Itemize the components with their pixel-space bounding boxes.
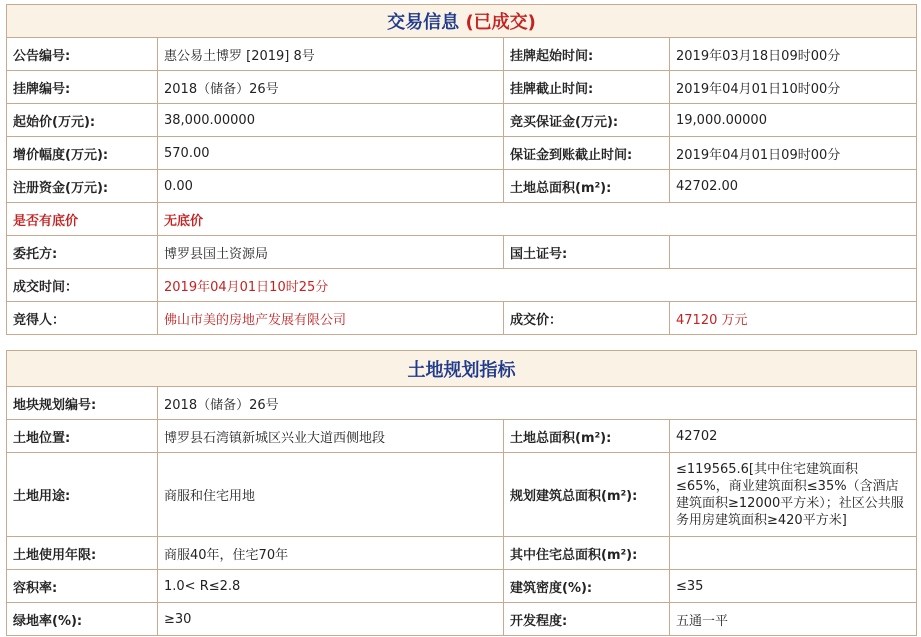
registered-capital-value: 0.00 [158, 170, 504, 203]
deposit-deadline-value: 2019年04月01日09时00分 [670, 137, 917, 170]
increment-value: 570.00 [158, 137, 504, 170]
table-row [7, 203, 917, 236]
building-density-label: 建筑密度(%): [504, 570, 670, 603]
deposit-value: 19,000.00000 [670, 104, 917, 137]
table-row [7, 387, 917, 420]
residential-area-label: 其中住宅总面积(m²): [504, 537, 670, 570]
plot-no-label: 地块规划编号: [7, 387, 158, 420]
table-row [7, 302, 917, 335]
table-row [7, 420, 917, 453]
increment-label: 增价幅度(万元): [7, 137, 158, 170]
deposit-label: 竞买保证金(万元): [504, 104, 670, 137]
reserve-price-label: 是否有底价 [7, 203, 158, 236]
deal-time-label: 成交时间： [7, 269, 158, 302]
table-row [7, 603, 917, 636]
table-row [7, 170, 917, 203]
listing-start-label: 挂牌起始时间: [504, 38, 670, 71]
building-area-value: ≤119565.6[其中住宅建筑面积≤65%，商业建筑面积≤35%（含酒店建筑面积≥12000平方米）；社区公共服务用房建筑面积≥420平方米] [670, 453, 917, 537]
use-term-value: 商服40年，住宅70年 [158, 537, 504, 570]
land-cert-label: 国土证号: [504, 236, 670, 269]
development-value: 五通一平 [670, 603, 917, 636]
winner-value: 佛山市美的房地产发展有限公司 [158, 302, 504, 335]
planning-indicators-table [6, 350, 917, 636]
transaction-info-table [6, 4, 917, 335]
listing-no-value: 2018（储备）26号 [158, 71, 504, 104]
entrusted-by-label: 委托方: [7, 236, 158, 269]
development-label: 开发程度: [504, 603, 670, 636]
location-value: 博罗县石湾镇新城区兴业大道西侧地段 [158, 420, 504, 453]
reserve-price-value: 无底价 [158, 203, 917, 236]
listing-no-label: 挂牌编号: [7, 71, 158, 104]
listing-end-label: 挂牌截止时间: [504, 71, 670, 104]
table-row [7, 269, 917, 302]
building-density-value: ≤35 [670, 570, 917, 603]
location-label: 土地位置: [7, 420, 158, 453]
table-row [7, 71, 917, 104]
usage-label: 土地用途: [7, 453, 158, 537]
start-price-label: 起始价(万元): [7, 104, 158, 137]
planning-land-area-label: 土地总面积(m²): [504, 420, 670, 453]
table-row [7, 570, 917, 603]
deal-time-value: 2019年04月01日10时25分 [158, 269, 917, 302]
land-area-value: 42702.00 [670, 170, 917, 203]
planning-title: 土地规划指标 [407, 359, 516, 381]
transaction-title: 交易信息 [387, 12, 460, 33]
notice-no-label: 公告编号: [7, 38, 158, 71]
residential-area-value [670, 537, 917, 570]
usage-value: 商服和住宅用地 [158, 453, 504, 537]
planning-land-area-value: 42702 [670, 420, 917, 453]
table-row [7, 104, 917, 137]
plot-ratio-value: 1.0< R≤2.8 [158, 570, 504, 603]
table-row [7, 137, 917, 170]
land-cert-value [670, 236, 917, 269]
plot-ratio-label: 容积率: [7, 570, 158, 603]
notice-no-value: 惠公易土博罗 [2019] 8号 [158, 38, 504, 71]
table-row [7, 236, 917, 269]
table-row [7, 38, 917, 71]
deposit-deadline-label: 保证金到账截止时间: [504, 137, 670, 170]
registered-capital-label: 注册资金(万元): [7, 170, 158, 203]
listing-start-value: 2019年03月18日09时00分 [670, 38, 917, 71]
deal-price-label: 成交价： [504, 302, 670, 335]
table-row [7, 537, 917, 570]
table-row [7, 453, 917, 537]
winner-label: 竞得人： [7, 302, 158, 335]
land-area-label: 土地总面积(m²): [504, 170, 670, 203]
transaction-status: (已成交) [465, 12, 536, 33]
plot-no-value: 2018（储备）26号 [158, 387, 917, 420]
deal-price-value: 47120 万元 [670, 302, 917, 335]
green-ratio-value: ≥30 [158, 603, 504, 636]
green-ratio-label: 绿地率(%): [7, 603, 158, 636]
use-term-label: 土地使用年限: [7, 537, 158, 570]
listing-end-value: 2019年04月01日10时00分 [670, 71, 917, 104]
entrusted-by-value: 博罗县国土资源局 [158, 236, 504, 269]
start-price-value: 38,000.00000 [158, 104, 504, 137]
transaction-section-header [7, 5, 917, 38]
building-area-label: 规划建筑总面积(m²): [504, 453, 670, 537]
planning-section-header [7, 351, 917, 387]
